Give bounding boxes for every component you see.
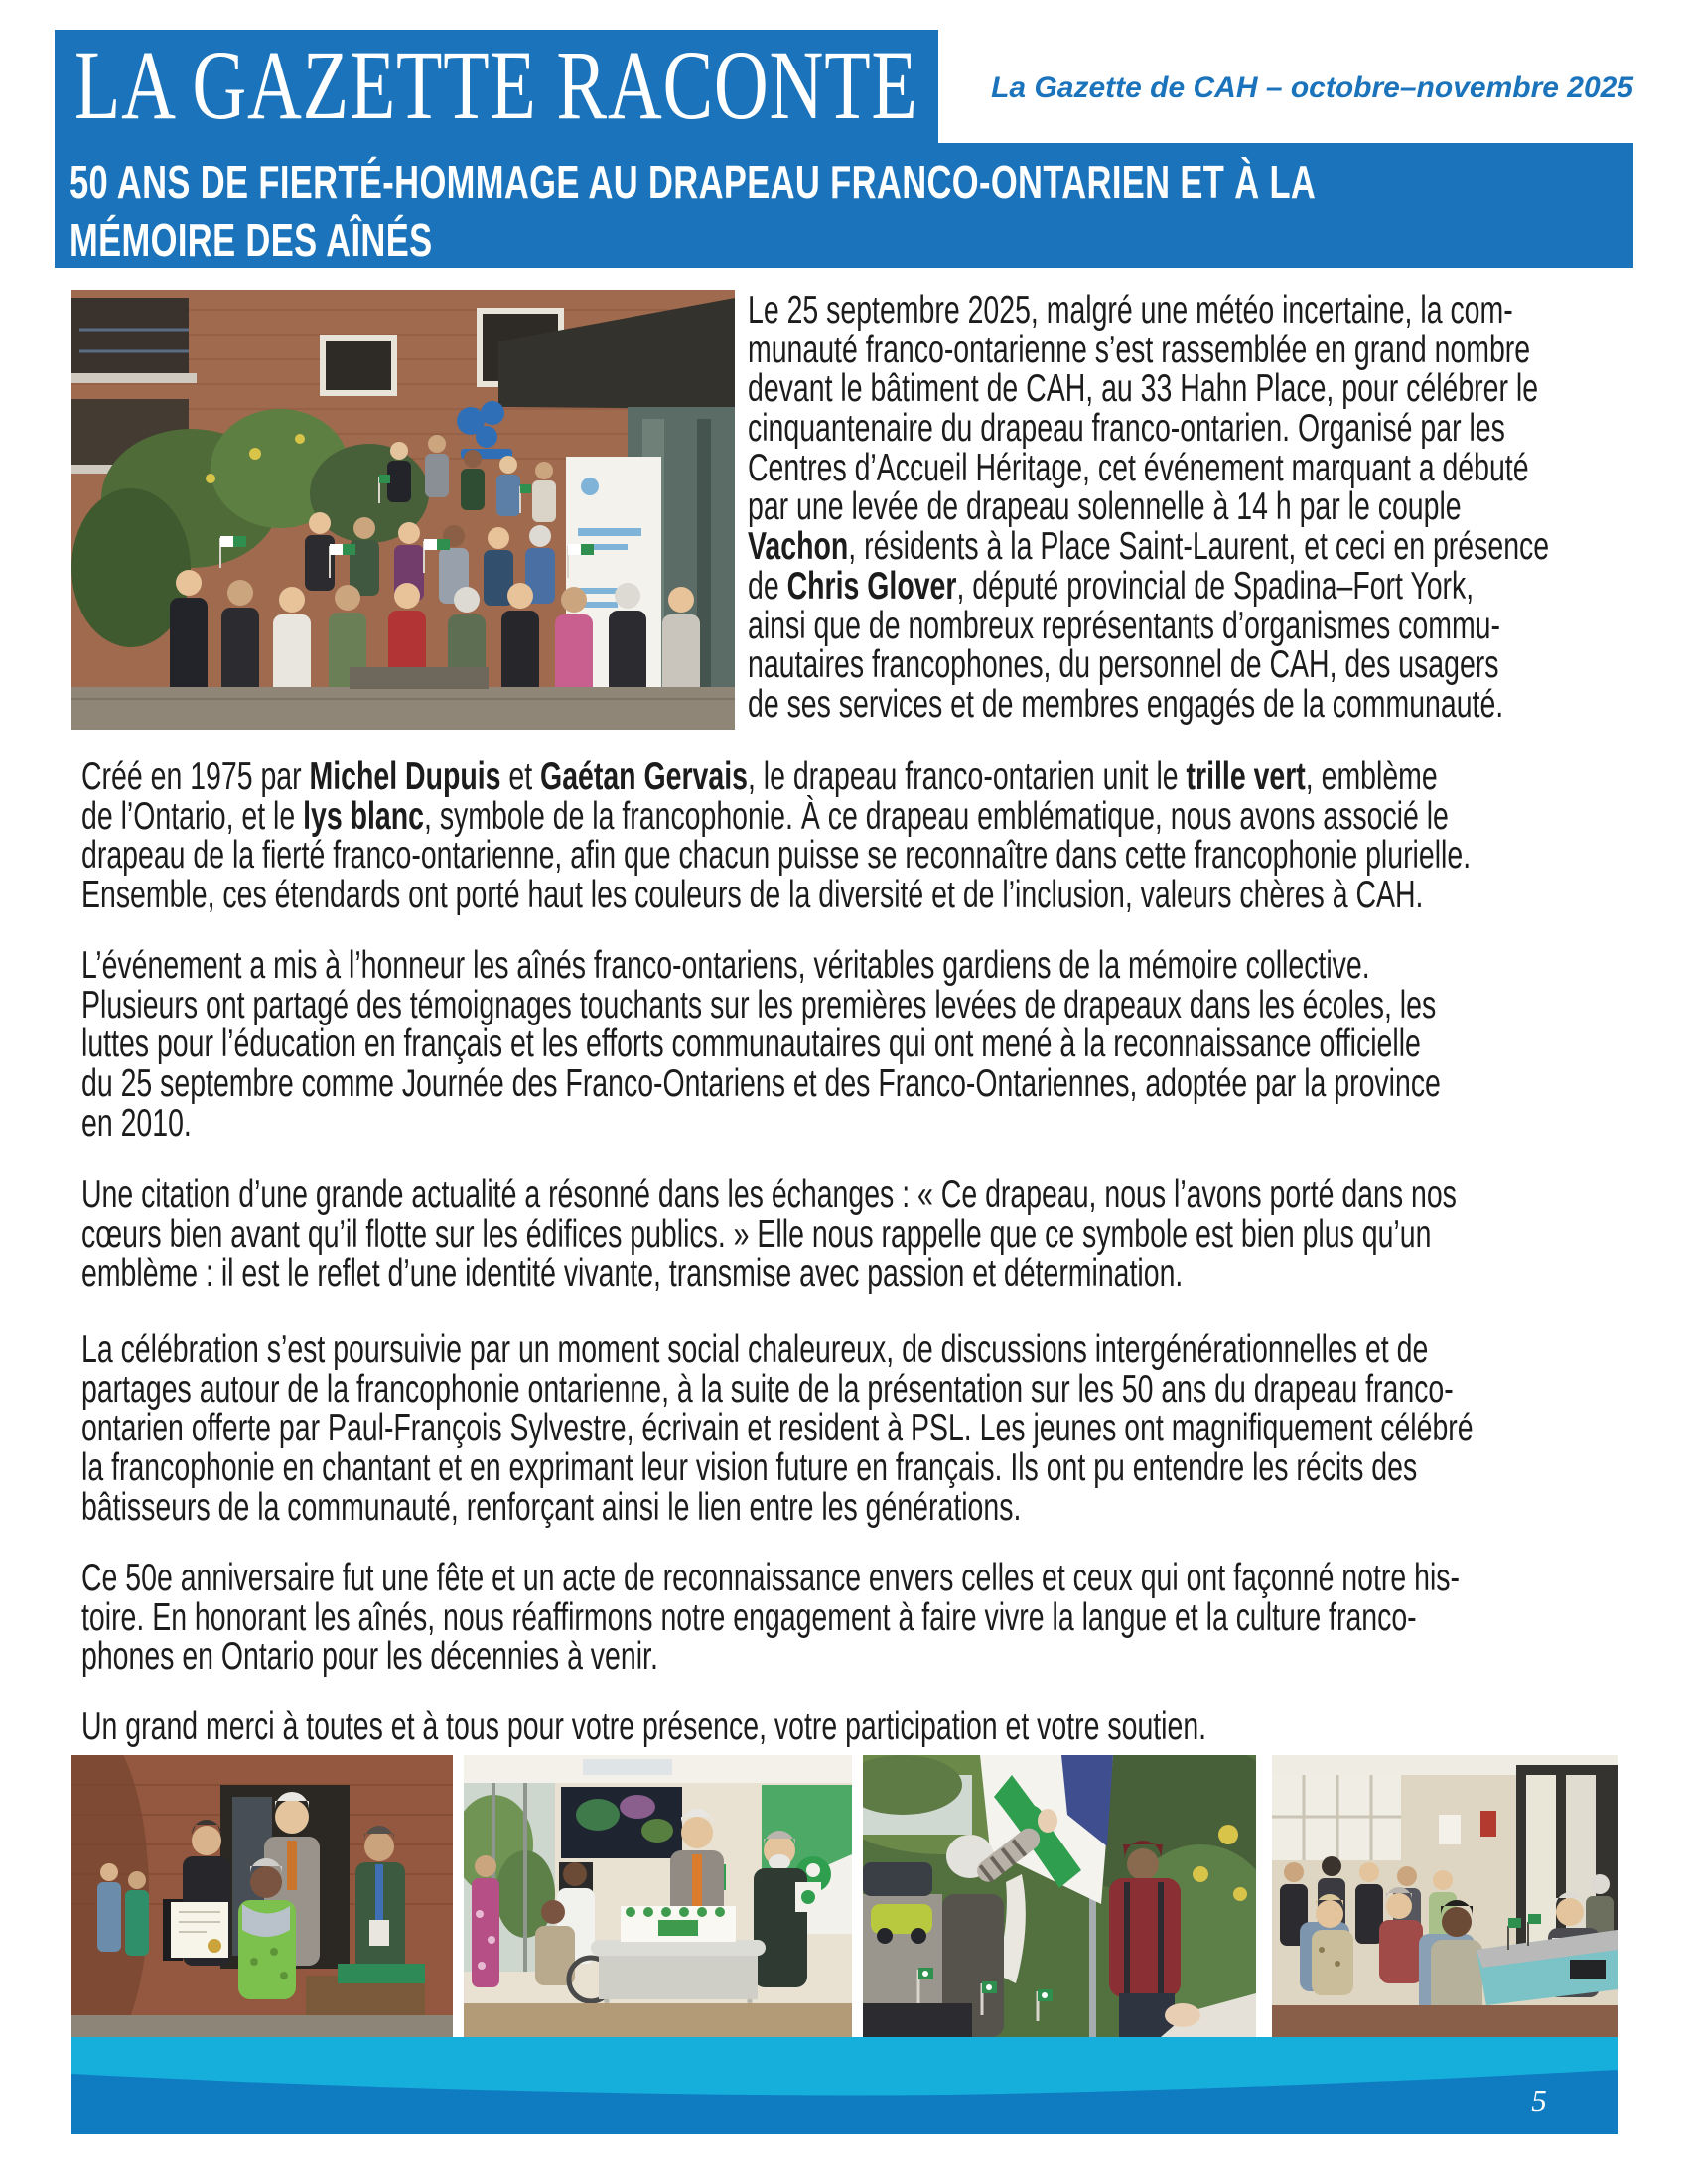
paragraph-seniors-honoured [81,946,1633,1143]
text-line: la francophonie en chantant et en exprimant leur vision future en français. Ils ont pu entendre les récits des [81,1446,1418,1490]
text-line: La célébration s’est poursuivie par un moment social chaleureux, de discussions intergénérationnelles et de [81,1328,1429,1371]
footer-banner [71,2037,1618,2134]
text-line: de ses services et de membres engagés de la communauté. [748,682,1504,726]
text-line: Le 25 septembre 2025, malgré une météo incertaine, la com- [748,289,1513,332]
text-line: Un grand merci à toutes et à tous pour votre présence, votre participation et votre soutien. [81,1706,1207,1748]
photo-certificate-presentation [71,1755,453,2037]
paragraph-intro [748,291,1633,725]
photo-certificate-art [71,1755,453,2037]
text-line: du 25 septembre comme Journée des Franco-Ontariens et des Franco-Ontariennes, adoptée par la province [81,1062,1441,1106]
text-line: toire. En honorant les aînés, nous réaffirmons notre engagement à faire vivre la langue et la culture franco- [81,1595,1417,1639]
text-line: bâtisseurs de la communauté, renforçant ainsi le lien entre les générations. [81,1485,1022,1529]
footer-wave-graphic [71,2037,1618,2134]
text-line: partages autour de la francophonie ontarienne, à la suite de la présentation sur les 50 ans du drapeau franco- [81,1367,1454,1411]
masthead-box [55,30,938,143]
text-line: Ensemble, ces étendards ont porté haut les couleurs de la diversité et de l’inclusion, valeurs chères à CAH. [81,874,1424,917]
text-line: drapeau de la fierté franco-ontarienne, afin que chacun puisse se reconnaître dans cette francophonie plurielle. [81,834,1472,878]
paragraph-celebration [81,1330,1633,1527]
text-line: Ce 50e anniversaire fut une fête et un acte de reconnaissance envers celles et ceux qui ont façonné notre his- [81,1557,1460,1599]
text-line: emblème : il est le reflet d’une identité vivante, transmise avec passion et détermination. [81,1252,1184,1296]
headline-line2: MÉMOIRE DES AÎNÉS [70,214,433,266]
text-line: en 2010. [81,1101,192,1145]
photo-flag-raising-art [863,1755,1256,2037]
text-line: ainsi que de nombreux représentants d’organismes commu- [748,604,1501,647]
text-line: cinquantenaire du drapeau franco-ontarien. Organisé par les [748,407,1505,451]
text-line: Plusieurs ont partagé des témoignages touchants sur les premières levées de drapeaux dans les écoles, les [81,983,1437,1026]
text-line: de Chris Glover, député provincial de Spadina–Fort York, [748,564,1475,608]
edition-date: La Gazette de CAH – octobre–novembre 2025 [991,71,1633,104]
text-line: Créé en 1975 par Michel Dupuis et Gaétan Gervais, le drapeau franco-ontarien unit le trille vert, emblème [81,755,1438,798]
paragraph-anniversary [81,1559,1633,1677]
text-line: phones en Ontario pour les décennies à venir. [81,1635,658,1679]
main-event-photo-art [71,290,735,730]
text-line: de l’Ontario, et le lys blanc, symbole de la francophonie. À ce drapeau emblématique, nous avons associé le [81,794,1449,838]
photo-cake-cutting [464,1755,852,2037]
photo-cake-art [464,1755,852,2037]
headline-line1: 50 ANS DE FIERTÉ-HOMMAGE AU DRAPEAU FRANCO-ONTARIEN ET À LA [70,156,1317,207]
text-line: munauté franco-ontarienne s’est rassemblée en grand nombre [748,328,1531,371]
page-number: 5 [1531,2083,1547,2117]
photo-audience-room [1272,1755,1618,2037]
text-line: Centres d’Accueil Héritage, cet événement marquant a débuté [748,446,1529,489]
newsletter-title: LA GAZETTE RACONTE [74,30,918,140]
photo-audience-art [1272,1755,1618,2037]
paragraph-thanks [81,1707,1633,1747]
text-line: nautaires francophones, du personnel de CAH, des usagers [748,643,1499,687]
paragraph-citation [81,1175,1633,1294]
text-line: par une levée de drapeau solennelle à 14 h par le couple [748,485,1462,529]
text-line: ontarien offerte par Paul-François Sylvestre, écrivain et resident à PSL. Les jeunes ont magnifiquement célébré [81,1407,1474,1450]
photo-flag-raising [863,1755,1256,2037]
text-line: cœurs bien avant qu’il flotte sur les édifices publics. » Elle nous rappelle que ce symbole est bien plus qu’un [81,1212,1432,1256]
main-event-photo [71,290,735,730]
article-headline-band [55,143,1633,268]
text-line: Vachon, résidents à la Place Saint-Laurent, et ceci en présence [748,525,1550,569]
text-line: devant le bâtiment de CAH, au 33 Hahn Place, pour célébrer le [748,367,1539,411]
text-line: Une citation d’une grande actualité a résonné dans les échanges : « Ce drapeau, nous l’avons porté dans nos [81,1173,1457,1216]
text-line: luttes pour l’éducation en français et les efforts communautaires qui ont mené à la reconnaissance officielle [81,1023,1421,1066]
text-line: L’événement a mis à l’honneur les aînés franco-ontariens, véritables gardiens de la mémoire collective. [81,944,1370,987]
paragraph-flag-origin [81,757,1633,915]
